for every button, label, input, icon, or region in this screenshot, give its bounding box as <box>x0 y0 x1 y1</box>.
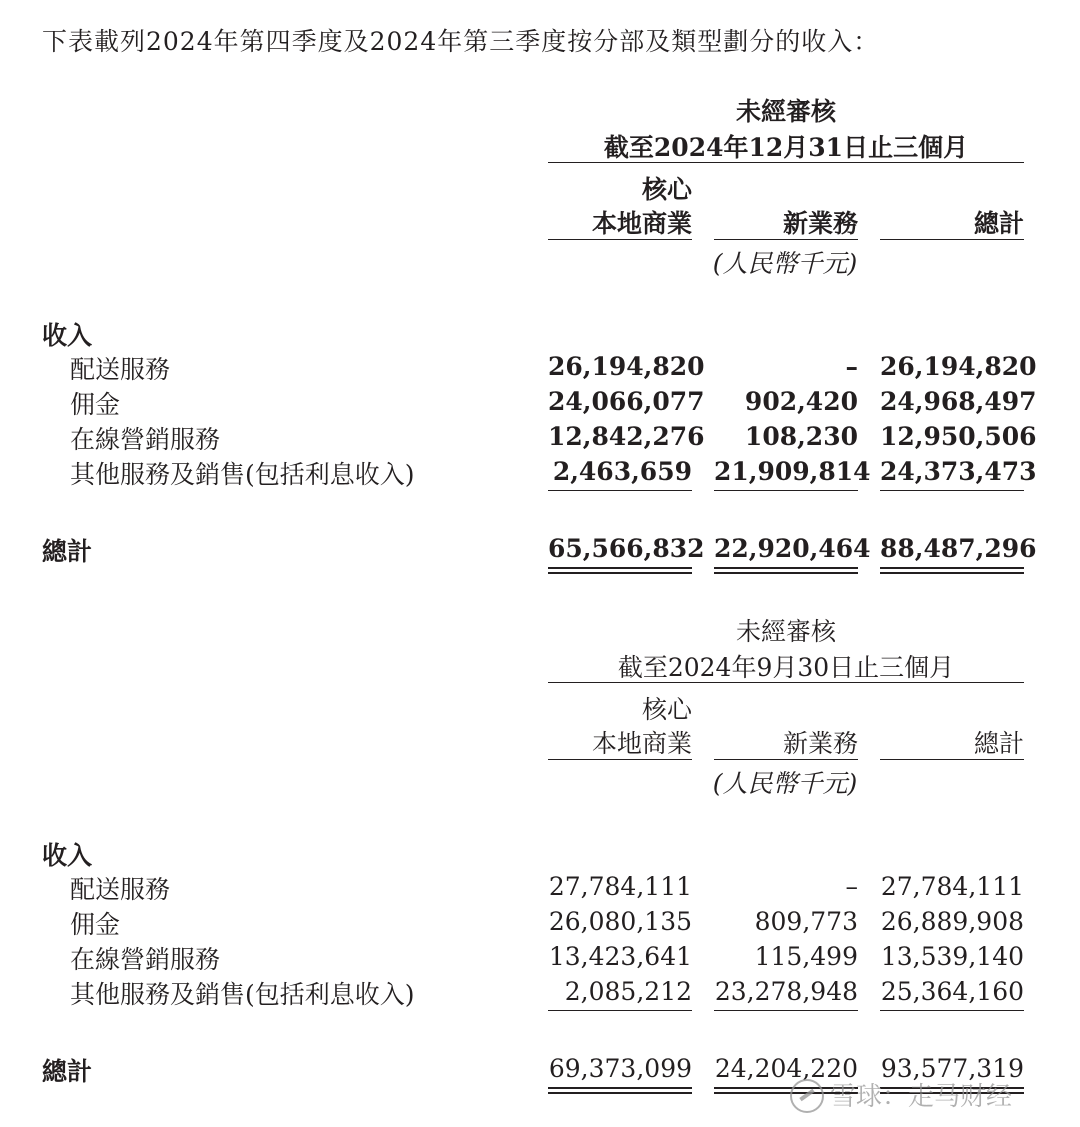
section-heading: 收入 <box>42 321 93 350</box>
cell-total: 26,194,820 <box>880 352 1037 381</box>
cell-core: 13,423,641 <box>548 942 692 971</box>
cell-total: 24,373,473 <box>880 457 1037 486</box>
cell-new: 115,499 <box>754 942 858 971</box>
period-caption: 截至2024年12月31日止三個月 <box>603 133 969 162</box>
period-caption: 截至2024年9月30日止三個月 <box>617 653 955 682</box>
cell-core: 2,463,659 <box>552 457 692 486</box>
cell-new: 23,278,948 <box>714 977 858 1006</box>
cell-new: 902,420 <box>744 387 858 416</box>
unit-caption: (人民幣千元) <box>712 769 858 798</box>
cell-core: 12,842,276 <box>548 422 705 451</box>
cell-core: 27,784,111 <box>548 872 692 901</box>
cell-core: 2,085,212 <box>564 977 692 1006</box>
divider <box>880 1010 1024 1011</box>
total-core: 69,373,099 <box>548 1054 692 1083</box>
cell-total: 12,950,506 <box>880 422 1037 451</box>
cell-total: 24,968,497 <box>880 387 1037 416</box>
double-underline <box>548 1087 692 1094</box>
divider <box>714 759 858 760</box>
cell-new: 108,230 <box>744 422 858 451</box>
divider <box>714 239 858 240</box>
total-new: 22,920,464 <box>714 534 871 563</box>
audit-caption: 未經審核 <box>735 97 836 126</box>
cell-new: 809,773 <box>754 907 858 936</box>
col-header-core-line2: 本地商業 <box>591 209 692 238</box>
divider <box>548 682 1024 683</box>
divider <box>880 239 1024 240</box>
row-label: 其他服務及銷售(包括利息收入) <box>70 460 415 489</box>
col-header-core-line2: 本地商業 <box>591 729 692 758</box>
cell-total: 13,539,140 <box>880 942 1024 971</box>
cell-total: 25,364,160 <box>880 977 1024 1006</box>
intro-text: 下表載列2024年第四季度及2024年第三季度按分部及類型劃分的收入： <box>42 27 880 56</box>
row-label: 在線營銷服務 <box>70 945 221 974</box>
double-underline <box>880 567 1024 574</box>
divider <box>548 759 692 760</box>
row-label: 其他服務及銷售(包括利息收入) <box>70 980 415 1009</box>
total-label: 總計 <box>42 537 93 566</box>
divider <box>548 162 1024 163</box>
watermark-text: 雪球：走马财经 <box>830 1082 1013 1112</box>
divider <box>714 490 858 491</box>
col-header-total: 總計 <box>973 729 1024 758</box>
total-total: 88,487,296 <box>880 534 1037 563</box>
unit-caption: (人民幣千元) <box>712 249 858 278</box>
row-label: 佣金 <box>70 390 121 419</box>
audit-caption: 未經審核 <box>735 617 836 646</box>
total-core: 65,566,832 <box>548 534 705 563</box>
divider <box>548 1010 692 1011</box>
divider <box>548 490 692 491</box>
cell-core: 26,194,820 <box>548 352 705 381</box>
divider <box>880 490 1024 491</box>
divider <box>714 1010 858 1011</box>
row-label: 配送服務 <box>70 355 171 384</box>
divider <box>548 239 692 240</box>
total-label: 總計 <box>42 1057 93 1086</box>
row-label: 佣金 <box>70 910 121 939</box>
snowball-logo-icon <box>790 1079 824 1113</box>
total-new: 24,204,220 <box>714 1054 858 1083</box>
row-label: 配送服務 <box>70 875 171 904</box>
col-header-core-line1: 核心 <box>641 175 692 204</box>
double-underline <box>548 567 692 574</box>
col-header-core-line1: 核心 <box>641 695 692 724</box>
cell-total: 26,889,908 <box>880 907 1024 936</box>
cell-new: 21,909,814 <box>714 457 871 486</box>
divider <box>880 759 1024 760</box>
cell-new: – <box>845 872 858 901</box>
section-heading: 收入 <box>42 841 93 870</box>
row-label: 在線營銷服務 <box>70 425 221 454</box>
col-header-new: 新業務 <box>782 729 858 758</box>
cell-total: 27,784,111 <box>880 872 1024 901</box>
total-total: 93,577,319 <box>880 1054 1024 1083</box>
cell-core: 24,066,077 <box>548 387 705 416</box>
cell-new: – <box>845 352 858 381</box>
cell-core: 26,080,135 <box>548 907 692 936</box>
col-header-total: 總計 <box>973 209 1024 238</box>
watermark <box>790 1076 1012 1115</box>
double-underline <box>714 567 858 574</box>
col-header-new: 新業務 <box>782 209 858 238</box>
